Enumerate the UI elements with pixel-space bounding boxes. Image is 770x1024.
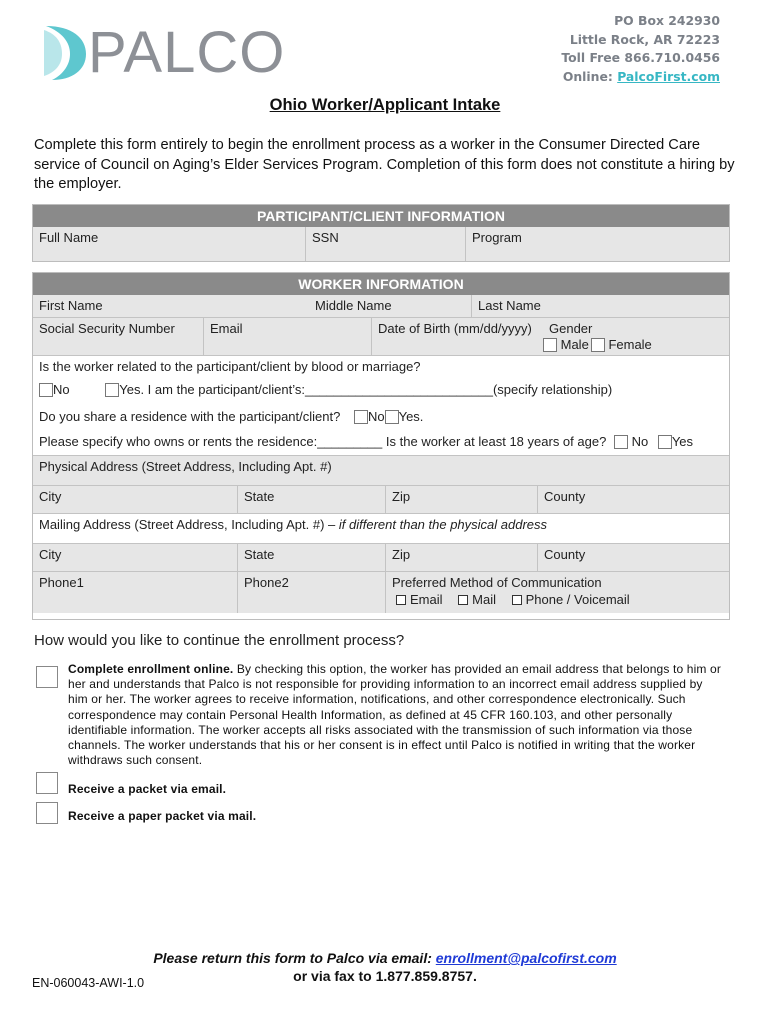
worker-heading: WORKER INFORMATION [33, 273, 729, 295]
mailing-zip-field[interactable] [385, 544, 537, 571]
program-label: Program [472, 230, 522, 245]
online-label: Online: [562, 68, 613, 84]
form-code: EN-060043-AWI-1.0 [32, 976, 145, 990]
pref-mail-label: Mail [472, 592, 496, 607]
related-options-row [33, 377, 729, 403]
gender-field [539, 318, 729, 355]
specify-relationship-label: (specify relationship) [492, 382, 613, 397]
pref-phone-checkbox[interactable] [512, 595, 522, 605]
email-field[interactable] [203, 318, 371, 355]
preferred-method-label: Preferred Method of Communication [392, 575, 602, 590]
physical-county-field[interactable] [537, 486, 729, 513]
female-checkbox[interactable] [591, 338, 605, 352]
contact-block [561, 12, 720, 86]
phone1-field[interactable] [33, 572, 237, 613]
middle-name-label: Middle Name [315, 298, 392, 313]
phone1-label: Phone1 [39, 575, 84, 590]
intro-paragraph: Complete this form entirely to begin the enrollment process as a worker in the Consumer Directed Care service of Council on Aging’s Elder Services Program. Completion of this form does not constitute a hiring by the employer. [34, 137, 735, 192]
physical-address-field[interactable] [33, 456, 729, 485]
enroll-online-title: Complete enrollment online. [68, 662, 234, 676]
packet-email-option [68, 782, 722, 797]
male-label: Male [560, 337, 589, 352]
share-residence-question: Do you share a residence with the participant/client? [39, 409, 341, 424]
related-yes-checkbox[interactable] [105, 383, 119, 397]
dob-field[interactable] [371, 318, 539, 355]
relationship-blank[interactable]: __________________________ [304, 382, 493, 397]
pref-email-checkbox[interactable] [396, 595, 406, 605]
share-no-checkbox[interactable] [354, 410, 368, 424]
physical-city-label: City [39, 489, 62, 504]
related-no-checkbox[interactable] [39, 383, 53, 397]
physical-state-label: State [244, 489, 275, 504]
first-name-label: First Name [39, 298, 103, 313]
worker-ssn-field[interactable] [33, 318, 203, 355]
enroll-online-consent: By checking this option, the worker has provided an email address that belongs to him or her and understands that Palco is not responsible for providing information to an incorrect email address supplied by him or her. The worker agrees to receive information, notifications, and other correspondence electronically. Such correspondence may contain Personal Health Information, as defined at 45 CFR 160.103, and other personally identifiable information. The worker accepts all risks associated with the transmission of such information via those channels. The worker understands that his or her consent is in effect until Palco is notified in writing that the worker withdraws such consent. [68, 662, 722, 768]
fax-instructions: or via fax to 1.877.859.8757. [293, 968, 477, 984]
packet-mail-label: Receive a paper packet via mail. [68, 809, 257, 823]
physical-county-label: County [544, 489, 586, 504]
physical-address-label: Physical Address (Street Address, Including Apt. #) [39, 459, 332, 474]
logo-text: PALCO [88, 20, 286, 82]
share-residence-row [33, 403, 729, 429]
return-email-link[interactable]: enrollment@palcofirst.com [435, 950, 617, 966]
worker-section [32, 272, 730, 620]
physical-state-field[interactable] [237, 486, 385, 513]
mailing-city-field[interactable] [33, 544, 237, 571]
palco-logo [42, 18, 292, 82]
phone2-field[interactable] [237, 572, 385, 613]
share-yes-checkbox[interactable] [385, 410, 399, 424]
packet-email-label: Receive a packet via email. [68, 782, 227, 796]
email-label: Email [210, 321, 243, 336]
packet-email-checkbox[interactable] [36, 772, 58, 794]
related-no-label: No [53, 382, 70, 397]
pref-mail-checkbox[interactable] [458, 595, 468, 605]
age-no-label: No [631, 434, 649, 449]
ssn-label: SSN [312, 230, 339, 245]
enrollment-question: How would you like to continue the enrollment process? [34, 632, 405, 649]
physical-address-row [33, 455, 729, 485]
packet-mail-option [68, 809, 722, 824]
mailing-state-field[interactable] [237, 544, 385, 571]
participant-row [33, 227, 729, 261]
name-row [33, 295, 729, 317]
return-instructions [0, 950, 770, 966]
pref-email-label: Email [410, 592, 443, 607]
middle-name-field[interactable] [309, 295, 469, 317]
phone-row [33, 571, 729, 613]
residence-owner-question: Please specify who owns or rents the residence:_________ [39, 434, 383, 449]
male-checkbox[interactable] [543, 338, 557, 352]
last-name-label: Last Name [478, 298, 541, 313]
mailing-state-label: State [244, 547, 275, 562]
participant-heading: PARTICIPANT/CLIENT INFORMATION [33, 205, 729, 227]
age-yes-checkbox[interactable] [658, 435, 672, 449]
phone2-label: Phone2 [244, 575, 289, 590]
physical-city-field[interactable] [33, 486, 237, 513]
dob-label: Date of Birth (mm/dd/yyyy) [378, 321, 532, 336]
packet-mail-checkbox[interactable] [36, 802, 58, 824]
city-state: Little Rock, AR 72223 [569, 31, 720, 47]
participant-section [32, 204, 730, 262]
full-name-label: Full Name [39, 230, 99, 245]
female-label: Female [608, 337, 652, 352]
enroll-online-option [68, 662, 722, 768]
pref-phone-label: Phone / Voicemail [525, 592, 630, 607]
mailing-address-field[interactable] [33, 514, 729, 543]
age-question: Is the worker at least 18 years of age? [385, 434, 607, 449]
age-no-checkbox[interactable] [614, 435, 628, 449]
mailing-address-note: if different than the physical address [338, 517, 548, 532]
full-name-field[interactable] [33, 227, 305, 261]
preferred-method-field [385, 572, 729, 613]
last-name-field[interactable] [471, 295, 729, 317]
mailing-city-label: City [39, 547, 62, 562]
gender-label: Gender [549, 321, 593, 336]
toll-free: Toll Free 866.710.0456 [561, 50, 720, 65]
mailing-zip-label: Zip [392, 547, 411, 562]
po-box: PO Box 242930 [614, 13, 720, 28]
first-name-field[interactable] [33, 295, 305, 317]
ssn-email-row [33, 317, 729, 355]
share-yes-label: Yes. [398, 409, 424, 424]
mailing-county-label: County [544, 547, 586, 562]
physical-zip-label: Zip [392, 489, 411, 504]
mailing-city-row [33, 543, 729, 571]
return-text: Please return this form to Palco via email: [153, 950, 432, 966]
owner-age-row [33, 429, 729, 455]
share-no-label: No [367, 409, 385, 424]
mailing-county-field[interactable] [537, 544, 729, 571]
mailing-address-label: Mailing Address (Street Address, Including Apt. #) – [39, 517, 336, 532]
ssn-field[interactable] [305, 227, 465, 261]
related-question-row [33, 355, 729, 377]
physical-zip-field[interactable] [385, 486, 537, 513]
website-link[interactable]: PalcoFirst.com [617, 68, 720, 84]
physical-city-row [33, 485, 729, 513]
program-field[interactable] [465, 227, 729, 261]
worker-ssn-label: Social Security Number [39, 321, 175, 336]
enroll-online-checkbox[interactable] [36, 666, 58, 688]
related-yes-label: Yes. I am the participant/client’s: [119, 382, 305, 397]
age-yes-label: Yes [671, 434, 694, 449]
related-question: Is the worker related to the participant/client by blood or marriage? [39, 359, 421, 374]
mailing-address-row [33, 513, 729, 543]
form-title: Ohio Worker/Applicant Intake [269, 96, 501, 114]
